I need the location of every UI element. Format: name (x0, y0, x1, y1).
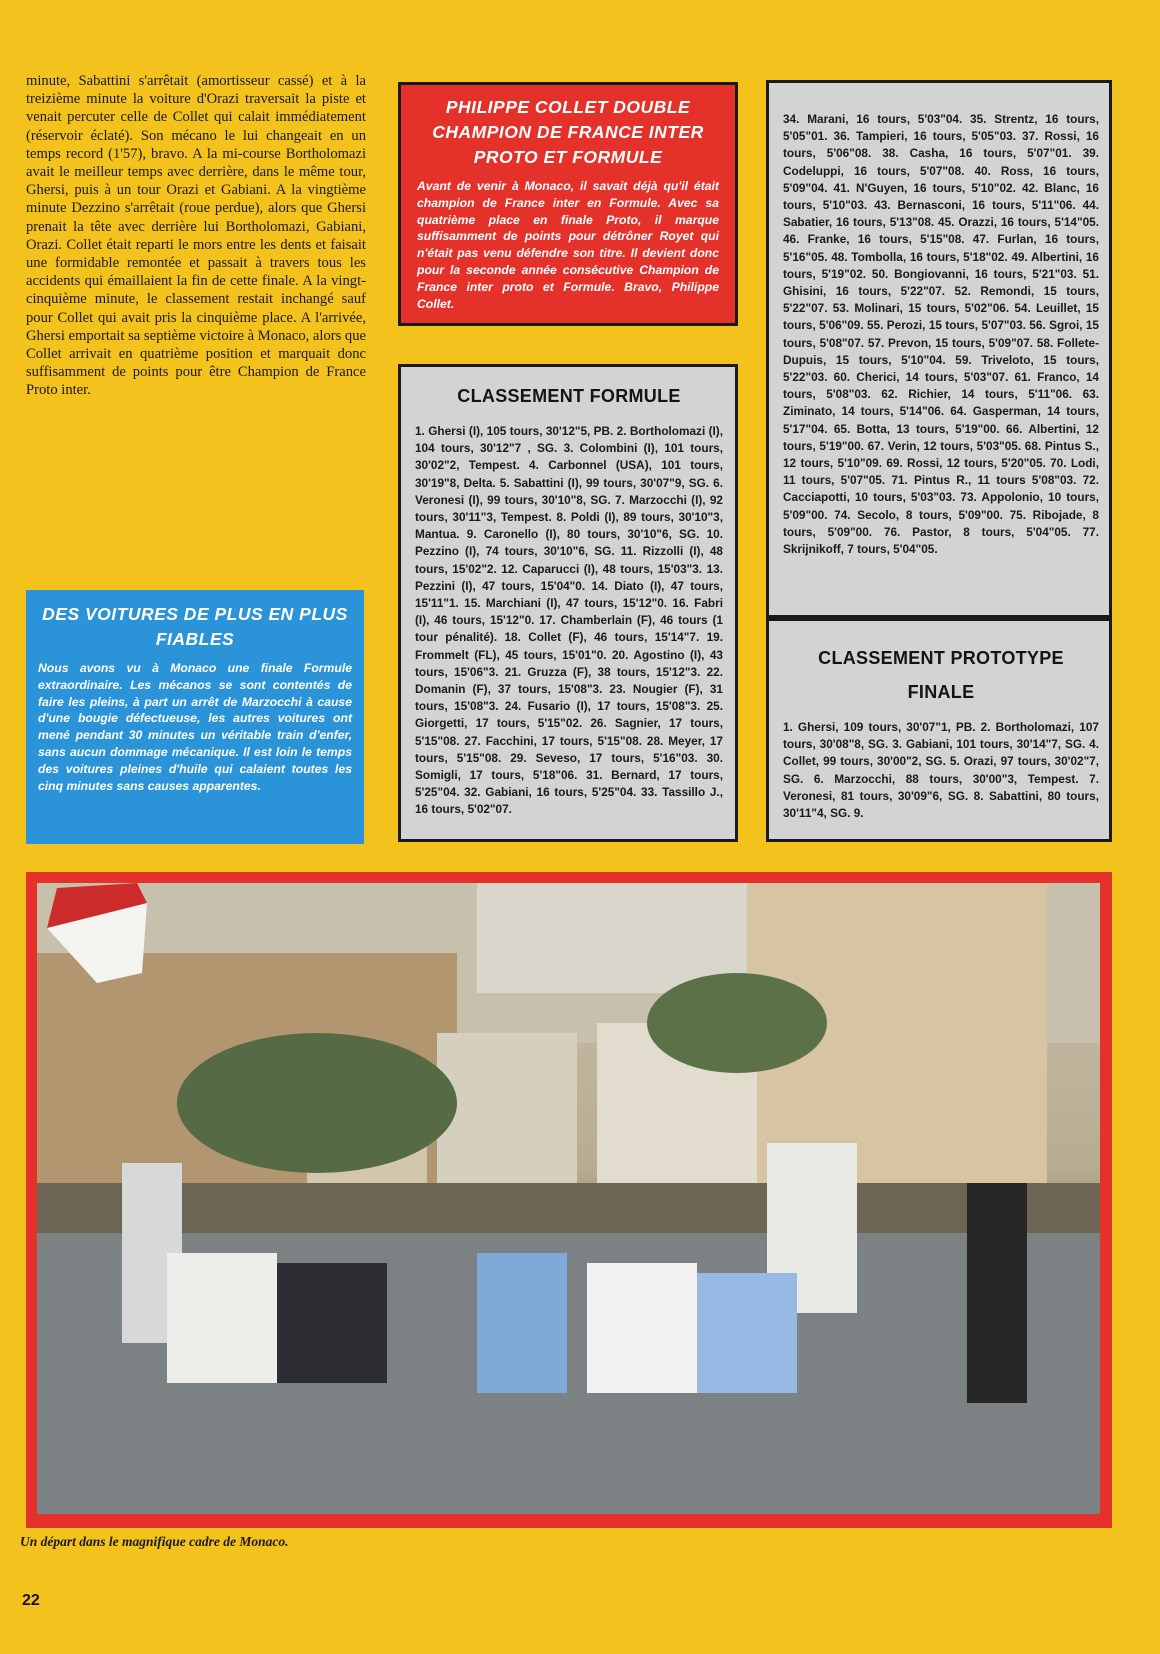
monaco-start-photo (37, 883, 1100, 1514)
voitures-fiables-box (26, 590, 364, 844)
photo-caption: Un départ dans le magnifique cadre de Monaco. (20, 1534, 289, 1549)
classement-proto-subtitle: FINALE (907, 682, 975, 702)
classement-formule-title: CLASSEMENT FORMULE (457, 386, 681, 406)
collet-box-text: Avant de venir à Monaco, il savait déjà qu'il était champion de France inter en Formule. Avec sa quatrième place en finale Proto, il marque suffisamment de points pour détrôner Royet qui n'était pas venu défendre son titre. Il devient donc pour la seconde année consécutive Champion de France inter proto et Formule. Bravo, Philippe Collet. (417, 179, 719, 311)
classement-suite-list: 34. Marani, 16 tours, 5'03"04. 35. Strentz, 16 tours, 5'05"01. 36. Tampieri, 16 tours, 5'05"03. 37. Rossi, 16 tours, 5'06"08. 38. Casha, 16 tours, 5'07"01. 39. Codeluppi, 16 tours, 5'07"08. 40. Ross, 16 tours, 5'09"04. 41. N'Guyen, 16 tours, 5'10"02. 42. Blanc, 16 tours, 5'10"03. 43. Bernasconi, 16 tours, 5'11"06. 44. Sabatier, 16 tours, 5'13"08. 45. Orazzi, 16 tours, 5'14"05. 46. Franke, 16 tours, 5'15"08. 47. Furlan, 16 tours, 5'16"05. 48. Tombolla, 16 tours, 5'18"02. 49. Albertini, 16 tours, 5'19"02. 50. Bongiovanni, 16 tours, 5'21"03. 51. Ghisini, 16 tours, 5'22"07. 52. Remondi, 15 tours, 5'22"07. 53. Molinari, 15 tours, 5'02"06. 54. Leuillet, 15 tours, 5'06"09. 55. Perozi, 15 tours, 5'07"03. 56. Sgroi, 15 tours, 5'08"07. 57. Prevon, 15 tours, 5'09"07. 58. Follete-Dupuis, 15 tours, 5'10"04. 59. Triveloto, 15 tours, 5'22"03. 60. Cherici, 14 tours, 5'03"07. 61. Franco, 14 tours, 5'08"03. 62. Richier, 14 tours, 5'11"06. 63. Ziminato, 14 tours, 5'14"06. 64. Gasperman, 14 tours, 5'17"04. 65. Botta, 13 tours, 5'19"00. 66. Albertini, 12 tours, 5'19"00. 67. Verin, 12 tours, 5'03"05. 68. Pintus S., 12 tours, 5'10"09. 69. Rossi, 12 tours, 5'20"05. 70. Lodi, 11 tours, 5'07"05. 71. Pintus R., 11 tours 5'08"03. 72. Cacciapotti, 10 tours, 5'03"03. 73. Appolonio, 10 tours, 5'09"00. 74. Secolo, 8 tours, 5'09"00. 75. Ribojade, 8 tours, 5'09"00. 76. Pastor, 8 tours, 5'04"05. 77. Skrijnikoff, 7 tours, 5'04"05. (783, 112, 1099, 557)
classement-proto-box (766, 618, 1112, 842)
voitures-box-title: DES VOITURES DE PLUS EN PLUS FIABLES (42, 604, 348, 649)
classement-proto-title: CLASSEMENT PROTOTYPE (818, 648, 1064, 668)
classement-proto-list: 1. Ghersi, 109 tours, 30'07"1, PB. 2. Bortholomazi, 107 tours, 30'08"8, SG. 3. Gabiani, 101 tours, 30'14"7, SG. 4. Collet, 99 tours, 30'00"2, SG. 5. Orazi, 97 tours, 30'02"7, SG. 6. Marzocchi, 88 tours, 30'00"3, Tempest. 7. Veronesi, 81 tours, 30'09"6, SG. 8. Sabattini, 80 tours, 30'11"4, SG. 9. (783, 720, 1099, 821)
photo-illustration (37, 883, 1100, 1514)
classement-formule-box (398, 364, 738, 842)
collet-champion-box (398, 82, 738, 326)
voitures-box-text: Nous avons vu à Monaco une finale Formule extraordinaire. Les mécanos se sont contentés de faire les pleins, à part un arrêt de Marzocchi à cause d'une bougie défectueuse, les autres voitures ont mené pendant 30 minutes un véritable train d'enfer, sans aucun dommage mécanique. Il est loin le temps des voitures pleines d'huile qui calaient toutes les cinq minutes sans causes apparentes. (38, 661, 352, 793)
collet-box-title: PHILIPPE COLLET DOUBLE CHAMPION DE FRANCE INTER PROTO ET FORMULE (432, 97, 704, 167)
page-number: 22 (22, 1592, 40, 1609)
article-body: minute, Sabattini s'arrêtait (amortisseur cassé) et à la treizième minute la voiture d'Orazi traversait la piste et venait percuter celle de Collet qui calait immédiatement (réservoir éclaté). Son mécano le lui changeait en un temps record (1'57), bravo. A la mi-course Bortholomazi avait le meilleur temps avec derrière, dans le même tour, Ghersi, puis à un tour Orazi et Gabiani. A la vingtième minute Dezzino s'arrêtait (roue perdue), alors que Ghersi prenait la tête avec derrière lui Bortholomazi, Gabiani, Orazi. Collet était reparti le mors entre les dents et faisait une formidable remontée et passait à travers tous les accidents qui émaillaient la fin de cette finale. A la vingt-cinquième minute, le classement restait inchangé sauf pour Collet qui avait pris la cinquième place. A l'arrivée, Ghersi emportait sa septième victoire à Monaco, alors que Collet arrivait en quatrième position et marquait donc suffisamment de points pour être Champion de France Proto inter. (26, 73, 367, 399)
classement-formule-list: 1. Ghersi (I), 105 tours, 30'12"5, PB. 2. Bortholomazi (I), 104 tours, 30'12"7 , SG. 3. Colombini (I), 101 tours, 30'02"2, Tempest. 4. Carbonnel (USA), 101 tours, 30'19"8, Delta. 5. Sabattini (I), 99 tours, 30'07"9, SG. 6. Veronesi (I), 99 tours, 30'10"8, SG. 7. Marzocchi (I), 92 tours, 30'11"3, Tempest. 8. Poldi (I), 89 tours, 30'10"3, Mantua. 9. Caronello (I), 80 tours, 30'10"6, SG. 10. Pezzino (I), 74 tours, 30'10"6, SG. 11. Rizzolli (I), 48 tours, 15'02"2. 12. Caparucci (I), 48 tours, 15'03"3. 13. Pezzini (I), 47 tours, 15'04"0. 14. Diato (I), 47 tours, 15'11"1. 15. Marchiani (I), 47 tours, 15'12"0. 16. Fabri (I), 46 tours, 15'12"0. 17. Chamberlain (F), 46 tours (1 tour pénalité). 18. Collet (F), 46 tours, 15'14"7. 19. Frommelt (FL), 45 tours, 15'01"0. 20. Agostino (I), 43 tours, 15'06"3. 21. Gruzza (F), 38 tours, 15'12"3. 22. Domanin (F), 37 tours, 15'08"3. 23. Nougier (F), 31 tours, 15'08"3. 24. Fusario (I), 17 tours, 15'08"3. 25. Giorgetti, 17 tours, 5'15"02. 26. Sagnier, 17 tours, 5'15"08. 27. Facchini, 17 tours, 5'15"08. 28. Meyer, 17 tours, 5'15"08. 29. Seveso, 17 tours, 5'16"03. 30. Somigli, 17 tours, 5'18"06. 31. Bernard, 17 tours, 5'25"04. 32. Gabiani, 16 tours, 5'25"04. 33. Tassillo J., 16 tours, 5'02"07. (415, 424, 723, 817)
photo-frame (26, 872, 1112, 1528)
classement-suite-box (766, 80, 1112, 618)
